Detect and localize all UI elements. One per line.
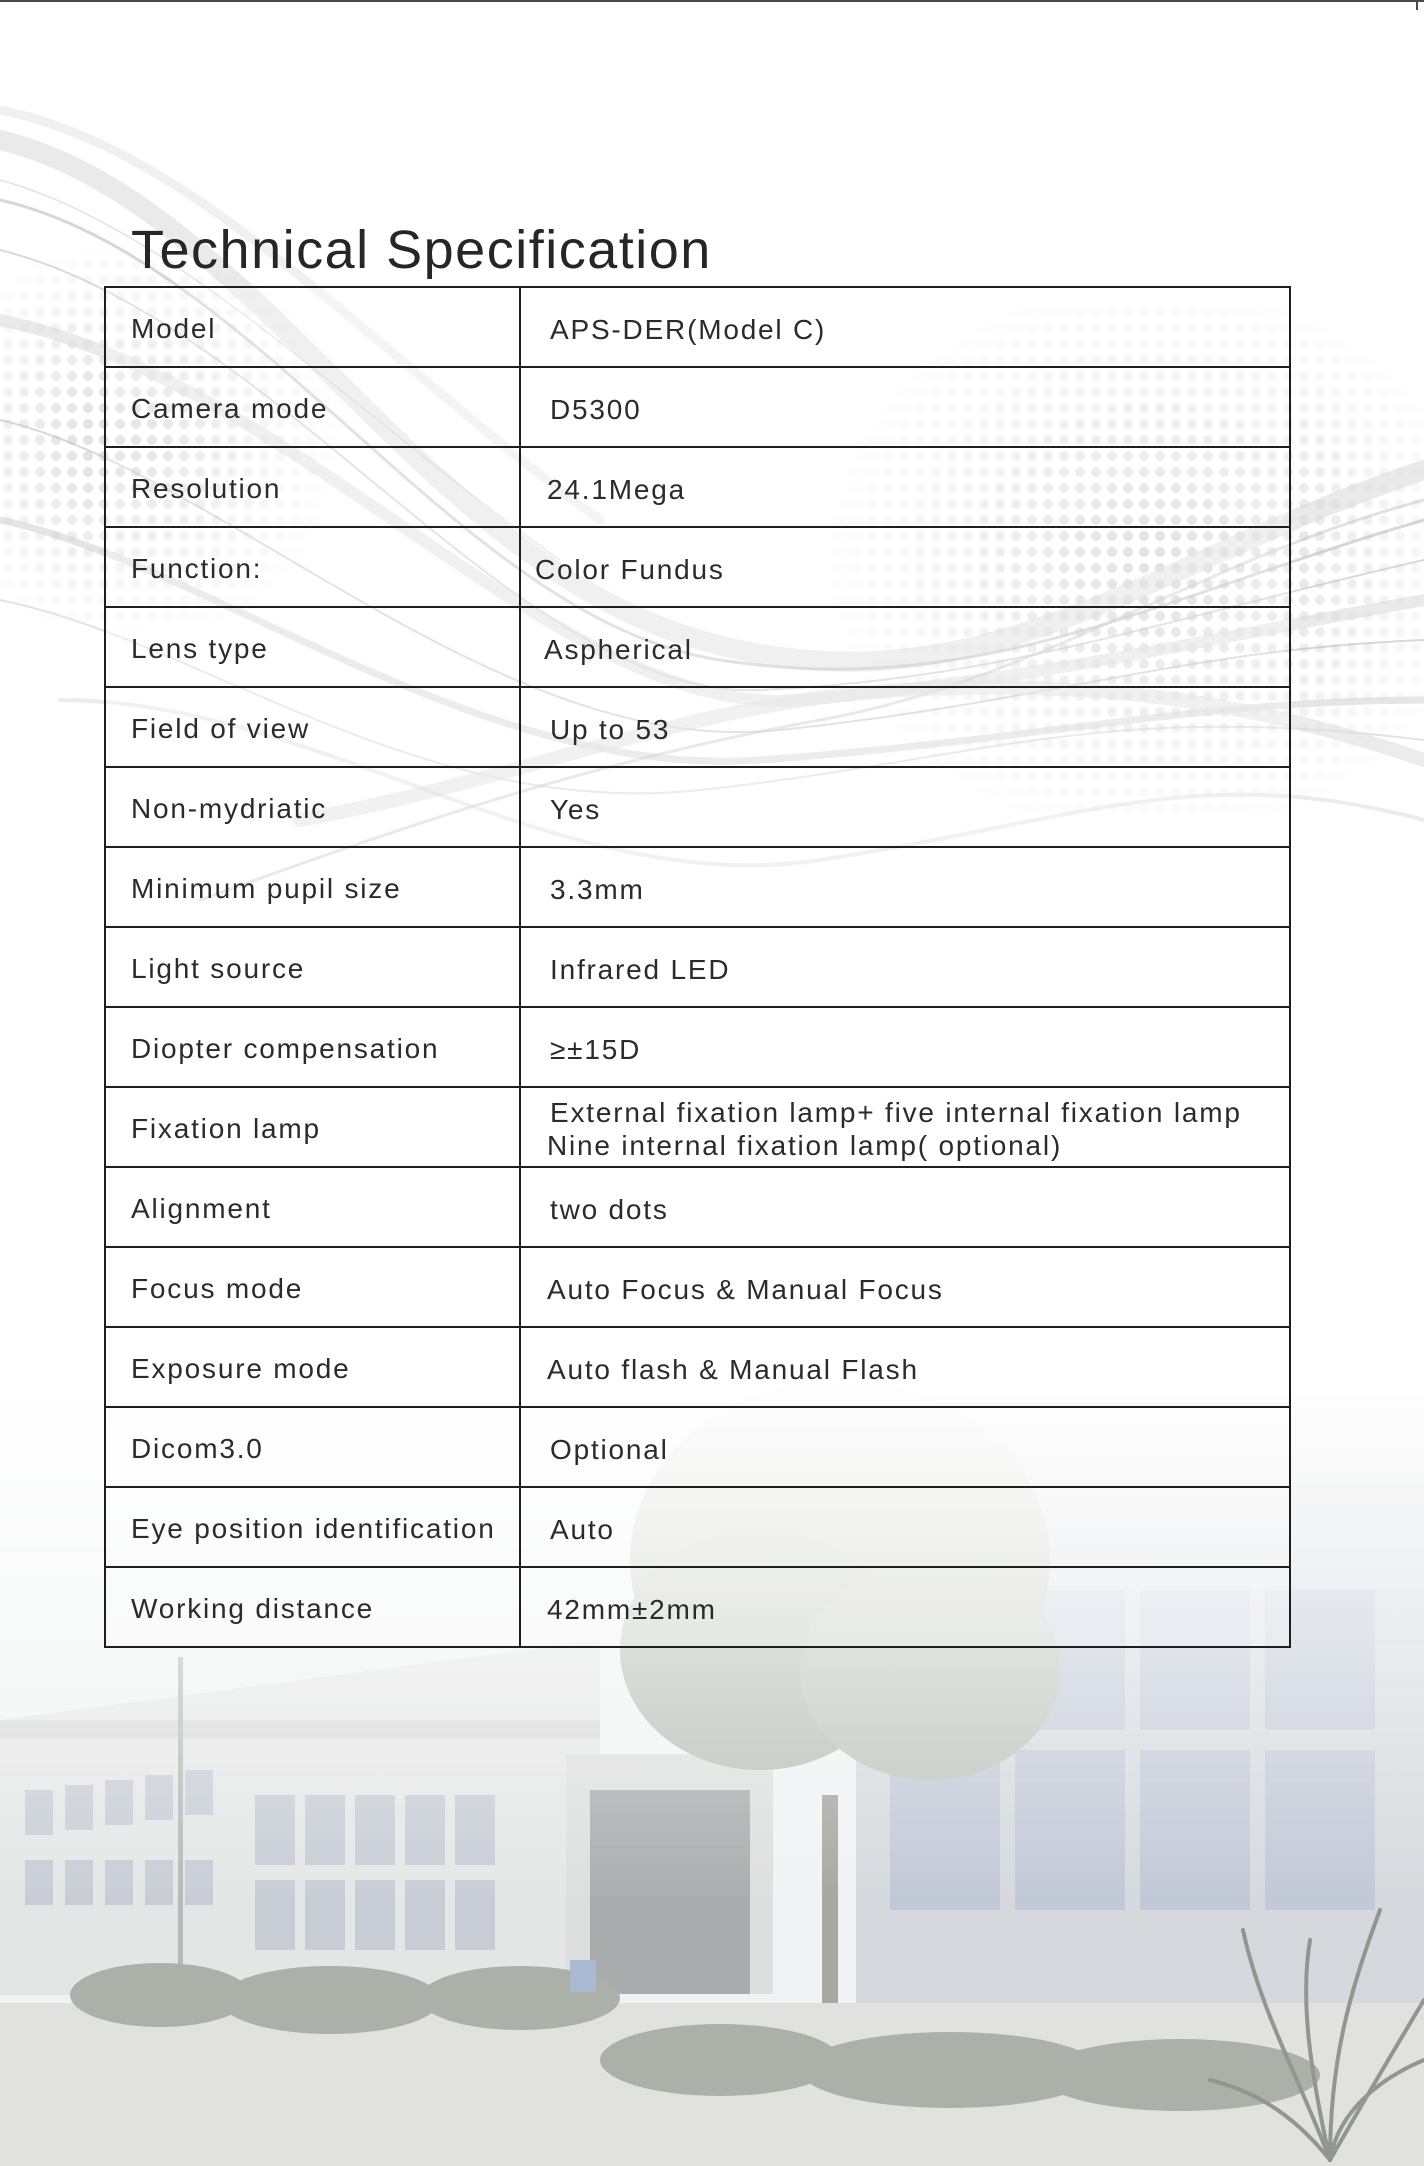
spec-value-text: Auto Focus & Manual Focus — [547, 1273, 944, 1305]
spec-row-non-mydriatic — [106, 766, 1289, 846]
spec-row-field-of-view — [106, 686, 1289, 766]
spec-value-lens-type — [521, 608, 1289, 686]
spec-value-text: Optional — [550, 1433, 669, 1465]
spec-row-dicom — [106, 1406, 1289, 1486]
spec-value-diopter-compensation — [521, 1008, 1289, 1086]
spec-value-minimum-pupil-size — [521, 848, 1289, 926]
spec-row-diopter-compensation — [106, 1006, 1289, 1086]
spec-value-text: 42mm±2mm — [547, 1593, 717, 1625]
spec-value-text: D5300 — [550, 393, 642, 425]
spec-value-alignment — [521, 1168, 1289, 1246]
spec-label-function: Function: — [106, 528, 521, 606]
spec-value-camera-mode — [521, 368, 1289, 446]
spec-value-text-line-1: External fixation lamp+ five internal fixation lamp — [550, 1097, 1242, 1128]
spec-value-dicom — [521, 1408, 1289, 1486]
spec-value-text-line-2: Nine internal fixation lamp( optional) — [547, 1130, 1063, 1161]
spec-label-lens-type: Lens type — [106, 608, 521, 686]
spec-value-text: 24.1Mega — [547, 473, 686, 505]
spec-label-field-of-view: Field of view — [106, 688, 521, 766]
spec-row-eye-position-identification — [106, 1486, 1289, 1566]
spec-value-field-of-view — [521, 688, 1289, 766]
spec-label-focus-mode: Focus mode — [106, 1248, 521, 1326]
spec-row-alignment — [106, 1166, 1289, 1246]
spec-label-minimum-pupil-size: Minimum pupil size — [106, 848, 521, 926]
spec-row-exposure-mode — [106, 1326, 1289, 1406]
spec-value-function — [521, 528, 1289, 606]
spec-label-eye-position-identification: Eye position identification — [106, 1488, 521, 1566]
spec-value-text: Auto flash & Manual Flash — [547, 1353, 919, 1385]
top-crop-mark — [1416, 0, 1418, 10]
spec-label-dicom: Dicom3.0 — [106, 1408, 521, 1486]
spec-label-camera-mode: Camera mode — [106, 368, 521, 446]
spec-label-fixation-lamp: Fixation lamp — [106, 1088, 521, 1166]
spec-value-working-distance — [521, 1568, 1289, 1646]
spec-value-text: Infrared LED — [550, 953, 731, 985]
spec-value-resolution — [521, 448, 1289, 526]
spec-label-non-mydriatic: Non-mydriatic — [106, 768, 521, 846]
spec-row-function — [106, 526, 1289, 606]
spec-value-eye-position-identification — [521, 1488, 1289, 1566]
spec-row-light-source — [106, 926, 1289, 1006]
page-title: Technical Specification — [131, 220, 712, 280]
spec-value-text: APS-DER(Model C) — [550, 313, 827, 345]
spec-value-text: Up to 53 — [550, 713, 671, 745]
spec-row-fixation-lamp — [106, 1086, 1289, 1166]
spec-value-text: Color Fundus — [535, 553, 725, 585]
spec-row-focus-mode — [106, 1246, 1289, 1326]
spec-row-working-distance — [106, 1566, 1289, 1646]
top-rule — [0, 0, 1424, 2]
spec-label-working-distance: Working distance — [106, 1568, 521, 1646]
spec-value-text: Aspherical — [544, 633, 693, 665]
spec-value-model — [521, 288, 1289, 366]
spec-row-resolution — [106, 446, 1289, 526]
spec-value-text: Auto — [550, 1513, 615, 1545]
spec-table — [104, 286, 1291, 1648]
spec-value-text: 3.3mm — [550, 873, 645, 905]
spec-row-minimum-pupil-size — [106, 846, 1289, 926]
spec-value-text: Yes — [550, 793, 602, 825]
spec-label-light-source: Light source — [106, 928, 521, 1006]
spec-value-non-mydriatic — [521, 768, 1289, 846]
spec-label-alignment: Alignment — [106, 1168, 521, 1246]
spec-value-light-source — [521, 928, 1289, 1006]
spec-value-text: ≥±15D — [550, 1033, 642, 1065]
spec-value-text: two dots — [550, 1193, 669, 1225]
spec-label-diopter-compensation: Diopter compensation — [106, 1008, 521, 1086]
spec-label-exposure-mode: Exposure mode — [106, 1328, 521, 1406]
spec-row-model — [106, 288, 1289, 366]
spec-label-model: Model — [106, 288, 521, 366]
spec-row-camera-mode — [106, 366, 1289, 446]
spec-value-focus-mode — [521, 1248, 1289, 1326]
spec-value-fixation-lamp — [521, 1088, 1289, 1166]
spec-value-exposure-mode — [521, 1328, 1289, 1406]
spec-label-resolution: Resolution — [106, 448, 521, 526]
spec-row-lens-type — [106, 606, 1289, 686]
